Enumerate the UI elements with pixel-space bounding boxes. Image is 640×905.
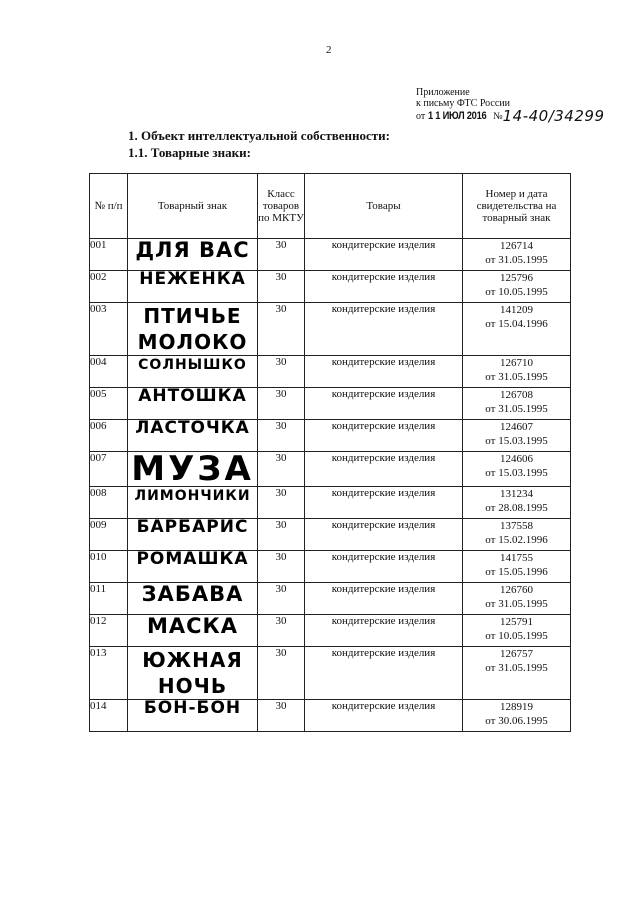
- cert-date: от 31.05.1995: [485, 598, 548, 610]
- page-number: 2: [326, 44, 332, 56]
- trademark-cell: [128, 700, 258, 732]
- row-goods: кондитерские изделия: [305, 239, 463, 271]
- cert-date: от 31.05.1995: [485, 371, 548, 383]
- row-goods: кондитерские изделия: [305, 452, 463, 487]
- row-class: 30: [258, 388, 305, 420]
- table-row: [90, 647, 571, 700]
- cert-number: 125796: [500, 272, 533, 284]
- cert-number: 126710: [500, 357, 533, 369]
- row-class: 30: [258, 452, 305, 487]
- cert-date: от 31.05.1995: [485, 662, 548, 674]
- table-row: [90, 700, 571, 732]
- row-class: 30: [258, 583, 305, 615]
- cert-number: 128919: [500, 701, 533, 713]
- cert-number: 141755: [500, 552, 533, 564]
- trademark-text: НЕЖЕНКА: [139, 269, 246, 289]
- row-class: 30: [258, 271, 305, 303]
- table-row: [90, 303, 571, 356]
- row-num: 013: [90, 647, 128, 700]
- trademark-text: ПТИЧЬЕ МОЛОКО: [137, 304, 248, 354]
- row-cert: [463, 551, 571, 583]
- cert-number: 124607: [500, 421, 533, 433]
- row-num: 014: [90, 700, 128, 732]
- trademark-text: МАСКА: [147, 614, 238, 638]
- row-class: 30: [258, 420, 305, 452]
- row-num: 006: [90, 420, 128, 452]
- row-num: 004: [90, 356, 128, 388]
- cert-number: 126708: [500, 389, 533, 401]
- row-cert: [463, 303, 571, 356]
- trademark-cell: [128, 551, 258, 583]
- trademark-cell: [128, 388, 258, 420]
- row-num: 001: [90, 239, 128, 271]
- cert-date: от 15.03.1995: [485, 467, 548, 479]
- annex-date-stamp: 1 1 ИЮЛ 2016: [427, 110, 487, 122]
- annex-number: 14-40/34299: [502, 107, 605, 125]
- trademark-text: ЛАСТОЧКА: [135, 418, 250, 438]
- cert-date: от 15.03.1995: [485, 435, 548, 447]
- row-goods: кондитерские изделия: [305, 647, 463, 700]
- cert-date: от 10.05.1995: [485, 286, 548, 298]
- row-cert: [463, 519, 571, 551]
- trademark-text: БОН-БОН: [143, 698, 242, 718]
- row-goods: кондитерские изделия: [305, 388, 463, 420]
- cert-number: 141209: [500, 304, 533, 316]
- row-cert: [463, 487, 571, 519]
- trademark-text: РОМАШКА: [136, 549, 249, 569]
- annex-title: Приложение: [416, 87, 470, 98]
- trademark-cell: [128, 487, 258, 519]
- row-num: 008: [90, 487, 128, 519]
- cert-number: 125791: [500, 616, 533, 628]
- cert-date: от 10.05.1995: [485, 630, 548, 642]
- row-goods: кондитерские изделия: [305, 487, 463, 519]
- cert-number: 126757: [500, 648, 533, 660]
- annex-date-prefix: от: [416, 111, 426, 122]
- row-class: 30: [258, 615, 305, 647]
- header-num: № п/п: [90, 174, 128, 239]
- cert-number: 126714: [500, 240, 533, 252]
- cert-date: от 30.06.1995: [485, 715, 548, 727]
- table-row: [90, 519, 571, 551]
- table-row: [90, 615, 571, 647]
- row-goods: кондитерские изделия: [305, 551, 463, 583]
- row-class: 30: [258, 239, 305, 271]
- row-class: 30: [258, 519, 305, 551]
- table-row: [90, 487, 571, 519]
- trademark-text: БАРБАРИС: [136, 517, 249, 537]
- cert-date: от 15.02.1996: [485, 534, 548, 546]
- cert-number: 131234: [500, 488, 533, 500]
- cert-date: от 31.05.1995: [485, 403, 548, 415]
- header-mark: Товарный знак: [128, 174, 258, 239]
- trademark-cell: [128, 239, 258, 271]
- trademark-cell: [128, 303, 258, 356]
- trademark-text: СОЛНЫШКО: [138, 357, 247, 373]
- trademark-text: ЮЖНАЯ НОЧЬ: [142, 648, 243, 698]
- trademark-cell: [128, 420, 258, 452]
- row-num: 002: [90, 271, 128, 303]
- table-row: [90, 551, 571, 583]
- trademarks-table: [89, 173, 571, 732]
- row-cert: [463, 420, 571, 452]
- row-goods: кондитерские изделия: [305, 519, 463, 551]
- row-cert: [463, 239, 571, 271]
- row-goods: кондитерские изделия: [305, 303, 463, 356]
- row-num: 009: [90, 519, 128, 551]
- annex-number-prefix: №: [493, 111, 503, 122]
- row-cert: [463, 700, 571, 732]
- row-cert: [463, 615, 571, 647]
- annex-block: [416, 87, 605, 125]
- table-row: [90, 452, 571, 487]
- row-num: 007: [90, 452, 128, 487]
- cert-date: от 15.04.1996: [485, 318, 548, 330]
- row-goods: кондитерские изделия: [305, 420, 463, 452]
- header-cert: Номер и дата свидетельства на товарный знак: [463, 174, 571, 239]
- row-cert: [463, 452, 571, 487]
- trademark-text: МУЗА: [131, 449, 254, 489]
- row-num: 012: [90, 615, 128, 647]
- header-goods: Товары: [305, 174, 463, 239]
- row-goods: кондитерские изделия: [305, 583, 463, 615]
- row-class: 30: [258, 700, 305, 732]
- trademark-cell: [128, 583, 258, 615]
- table-row: [90, 356, 571, 388]
- row-goods: кондитерские изделия: [305, 356, 463, 388]
- cert-date: от 15.05.1996: [485, 566, 548, 578]
- table-row: [90, 271, 571, 303]
- cert-number: 126760: [500, 584, 533, 596]
- table-row: [90, 388, 571, 420]
- cert-number: 137558: [500, 520, 533, 532]
- header-class: Класс товаров по МКТУ: [258, 174, 305, 239]
- row-cert: [463, 388, 571, 420]
- row-num: 011: [90, 583, 128, 615]
- row-num: 003: [90, 303, 128, 356]
- row-cert: [463, 271, 571, 303]
- trademark-cell: [128, 271, 258, 303]
- table-row: [90, 420, 571, 452]
- row-cert: [463, 647, 571, 700]
- table-row: [90, 583, 571, 615]
- row-num: 010: [90, 551, 128, 583]
- trademark-cell: [128, 647, 258, 700]
- trademark-text: ЛИМОНЧИКИ: [134, 488, 251, 504]
- cert-date: от 28.08.1995: [485, 502, 548, 514]
- section-subheading: 1.1. Товарные знаки:: [128, 145, 251, 160]
- row-class: 30: [258, 551, 305, 583]
- annex-date-line: [416, 107, 605, 125]
- section-heading: 1. Объект интеллектуальной собственности:: [128, 128, 390, 143]
- trademark-cell: [128, 356, 258, 388]
- cert-number: 124606: [500, 453, 533, 465]
- row-goods: кондитерские изделия: [305, 700, 463, 732]
- trademark-cell: [128, 615, 258, 647]
- row-goods: кондитерские изделия: [305, 271, 463, 303]
- trademark-cell: [128, 449, 258, 489]
- row-class: 30: [258, 356, 305, 388]
- row-class: 30: [258, 487, 305, 519]
- table-row: [90, 239, 571, 271]
- row-goods: кондитерские изделия: [305, 615, 463, 647]
- row-cert: [463, 356, 571, 388]
- trademark-text: ЗАБАВА: [141, 582, 244, 606]
- table-header-row: [90, 174, 571, 239]
- row-class: 30: [258, 647, 305, 700]
- row-num: 005: [90, 388, 128, 420]
- trademark-text: ДЛЯ ВАС: [135, 238, 250, 262]
- row-cert: [463, 583, 571, 615]
- cert-date: от 31.05.1995: [485, 254, 548, 266]
- trademark-text: АНТОШКА: [138, 386, 247, 406]
- annex-letter: к письму ФТС России: [416, 98, 510, 109]
- row-class: 30: [258, 303, 305, 356]
- trademark-cell: [128, 519, 258, 551]
